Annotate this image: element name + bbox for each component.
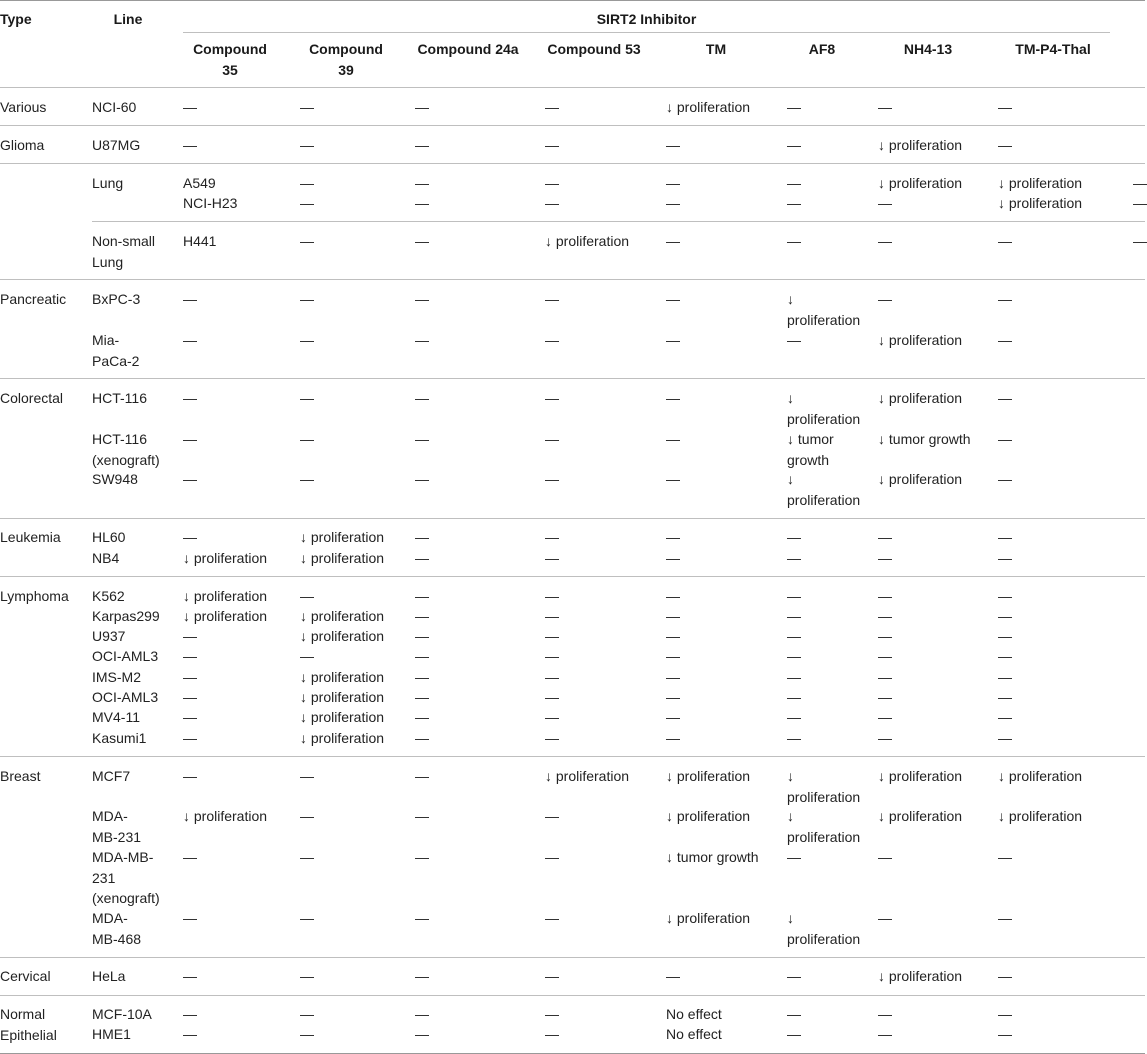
table-cell: —	[300, 471, 314, 487]
table-cell: ↓ proliferation	[300, 529, 385, 545]
table-cell: —	[183, 529, 197, 545]
table-cell: —	[300, 768, 314, 784]
table-cell: —	[878, 689, 892, 705]
table-cell: —	[787, 529, 801, 545]
table-cell: —	[787, 175, 801, 191]
table-cell: —	[787, 730, 801, 746]
table-cell: ↓ proliferation	[787, 808, 861, 845]
table-rule	[0, 163, 1145, 164]
table-cell: —	[183, 849, 197, 865]
table-cell: —	[415, 1006, 429, 1022]
table-cell: —	[666, 628, 680, 644]
table-cell: —	[787, 648, 801, 664]
table-cell: —	[300, 175, 314, 191]
table-cell: —	[787, 1006, 801, 1022]
table-cell: —	[998, 431, 1012, 447]
table-cell: ↓ proliferation	[545, 768, 630, 784]
table-cell: —	[666, 137, 680, 153]
table-cell: —	[878, 1006, 892, 1022]
table-cell: —	[183, 431, 197, 447]
table-cell: ↓ proliferation	[878, 137, 963, 153]
table-cell: —	[1133, 175, 1147, 191]
row-type: Leukemia	[0, 529, 61, 545]
table-cell: ↓ proliferation	[878, 968, 963, 984]
row-type: Pancreatic	[0, 291, 67, 307]
table-cell: —	[300, 431, 314, 447]
row-type: Cervical	[0, 968, 51, 984]
table-cell: —	[878, 195, 892, 211]
table-cell: —	[998, 669, 1012, 685]
table-cell: —	[415, 709, 429, 725]
table-cell: —	[415, 730, 429, 746]
table-cell: —	[415, 291, 429, 307]
table-cell: —	[183, 648, 197, 664]
table-cell: —	[300, 291, 314, 307]
table-cell: ↓ proliferation	[787, 768, 861, 805]
table-cell: —	[183, 390, 197, 406]
table-cell: ↓ proliferation	[998, 808, 1083, 824]
table-cell: ↓ proliferation	[878, 471, 963, 487]
table-cell: ↓ proliferation	[300, 709, 385, 725]
table-cell: —	[998, 390, 1012, 406]
table-cell: —	[415, 1026, 429, 1042]
table-cell: —	[998, 550, 1012, 566]
row-line: OCI-AML3	[92, 689, 159, 705]
table-cell: ↓ proliferation	[666, 808, 751, 824]
table-cell: —	[878, 529, 892, 545]
table-cell: ↓ proliferation	[183, 608, 268, 624]
table-cell: —	[415, 332, 429, 348]
table-cell: —	[666, 968, 680, 984]
row-line: IMS-M2	[92, 669, 141, 685]
table-cell: —	[878, 648, 892, 664]
row-line: MDA- MB-468	[92, 910, 142, 947]
table-cell: —	[998, 689, 1012, 705]
table-cell: —	[183, 628, 197, 644]
table-cell: H441	[183, 233, 217, 249]
table-cell: —	[415, 808, 429, 824]
row-line: HL60	[92, 529, 126, 545]
table-cell: —	[300, 808, 314, 824]
table-cell: —	[545, 669, 559, 685]
table-cell: —	[545, 910, 559, 926]
row-line: HCT-116 (xenograft)	[92, 431, 160, 468]
table-cell: No effect	[666, 1006, 722, 1022]
header-compound: Compound 53	[547, 41, 641, 57]
row-line: OCI-AML3	[92, 648, 159, 664]
table-cell: —	[787, 99, 801, 115]
row-line: NCI-60	[92, 99, 137, 115]
table-cell: —	[998, 968, 1012, 984]
table-cell: ↓ proliferation	[183, 550, 268, 566]
table-cell: ↓ proliferation	[878, 390, 963, 406]
header-type: Type	[0, 11, 32, 27]
table-cell: —	[666, 529, 680, 545]
table-cell: —	[300, 233, 314, 249]
table-cell: —	[998, 291, 1012, 307]
table-cell: —	[183, 968, 197, 984]
table-cell: —	[878, 608, 892, 624]
table-rule	[0, 279, 1145, 280]
table-cell: —	[415, 849, 429, 865]
table-cell: —	[300, 849, 314, 865]
table-cell: —	[415, 529, 429, 545]
table-cell: ↓ proliferation	[878, 808, 963, 824]
table-cell: —	[787, 628, 801, 644]
table-cell: —	[545, 689, 559, 705]
table-rule	[0, 0, 1145, 1]
table-cell: NCI-H23	[183, 195, 238, 211]
table-cell: ↓ proliferation	[878, 175, 963, 191]
table-cell: —	[545, 137, 559, 153]
table-cell: ↓ proliferation	[183, 588, 268, 604]
table-cell: —	[415, 608, 429, 624]
table-cell: —	[878, 1026, 892, 1042]
table-rule	[0, 518, 1145, 519]
table-cell: —	[415, 588, 429, 604]
table-cell: —	[545, 195, 559, 211]
table-cell: —	[183, 768, 197, 784]
table-cell: —	[878, 291, 892, 307]
header-compound: Compound 24a	[417, 41, 519, 57]
table-cell: —	[183, 689, 197, 705]
table-cell: —	[998, 608, 1012, 624]
table-cell: ↓ proliferation	[787, 471, 861, 508]
table-cell: No effect	[666, 1026, 722, 1042]
table-cell: —	[415, 669, 429, 685]
table-rule	[0, 576, 1145, 577]
table-cell: —	[878, 849, 892, 865]
row-type: Colorectal	[0, 390, 64, 406]
table-cell: —	[415, 968, 429, 984]
table-cell: —	[183, 910, 197, 926]
table-cell: —	[666, 291, 680, 307]
table-cell: —	[666, 175, 680, 191]
table-cell: ↓ proliferation	[300, 689, 385, 705]
table-cell: —	[787, 195, 801, 211]
table-cell: —	[878, 910, 892, 926]
row-type: Various	[0, 99, 47, 115]
table-cell: —	[666, 730, 680, 746]
row-line: MDA-MB- 231 (xenograft)	[92, 849, 160, 906]
header-compound: TM	[705, 41, 727, 57]
table-cell: —	[545, 709, 559, 725]
table-cell: ↓ proliferation	[787, 910, 861, 947]
table-cell: —	[183, 669, 197, 685]
header-compound: Compound 39	[309, 41, 383, 78]
table-cell: —	[300, 648, 314, 664]
table-cell: ↓ proliferation	[666, 910, 751, 926]
table-cell: —	[787, 968, 801, 984]
table-cell: ↓ tumor growth	[666, 849, 759, 865]
row-line: MDA- MB-231	[92, 808, 142, 845]
table-cell: —	[878, 99, 892, 115]
row-line: U937	[92, 628, 126, 644]
table-cell: —	[998, 1026, 1012, 1042]
table-cell: —	[787, 332, 801, 348]
table-cell: —	[183, 1026, 197, 1042]
table-cell: ↓ proliferation	[183, 808, 268, 824]
table-cell: —	[545, 390, 559, 406]
table-cell: —	[183, 471, 197, 487]
table-cell: —	[545, 431, 559, 447]
table-cell: —	[787, 550, 801, 566]
table-cell: —	[998, 910, 1012, 926]
table-cell: —	[998, 849, 1012, 865]
row-line: HeLa	[92, 968, 126, 984]
table-cell: —	[998, 137, 1012, 153]
table-cell: —	[300, 1026, 314, 1042]
table-cell: —	[300, 195, 314, 211]
table-cell: —	[787, 137, 801, 153]
row-type: Normal Epithelial	[0, 1006, 57, 1043]
table-cell: ↓ proliferation	[545, 233, 630, 249]
table-cell: —	[787, 588, 801, 604]
table-cell: —	[300, 332, 314, 348]
table-cell: ↓ proliferation	[878, 768, 963, 784]
table-cell: —	[300, 390, 314, 406]
table-cell: —	[183, 1006, 197, 1022]
table-cell: —	[300, 968, 314, 984]
table-cell: —	[666, 233, 680, 249]
table-cell: —	[415, 689, 429, 705]
table-cell: —	[545, 291, 559, 307]
row-line: HCT-116	[92, 390, 147, 406]
header-compound: AF8	[808, 41, 836, 57]
row-type: Breast	[0, 768, 41, 784]
table-cell: —	[415, 471, 429, 487]
table-cell: —	[183, 730, 197, 746]
table-cell: —	[1133, 233, 1147, 249]
row-line: NB4	[92, 550, 120, 566]
table-cell: —	[998, 1006, 1012, 1022]
table-cell: ↓ proliferation	[300, 550, 385, 566]
table-cell: —	[415, 175, 429, 191]
table-cell: ↓ proliferation	[787, 291, 861, 328]
table-cell: —	[415, 233, 429, 249]
table-cell: —	[878, 550, 892, 566]
table-cell: —	[545, 648, 559, 664]
table-cell: —	[183, 99, 197, 115]
table-cell: —	[787, 608, 801, 624]
table-cell: —	[787, 233, 801, 249]
table-cell: —	[878, 233, 892, 249]
table-cell: A549	[183, 175, 216, 191]
row-type: Glioma	[0, 137, 45, 153]
table-cell: —	[787, 669, 801, 685]
header-line: Line	[113, 11, 143, 27]
table-cell: ↓ proliferation	[300, 608, 385, 624]
row-line: Karpas299	[92, 608, 160, 624]
table-cell: ↓ proliferation	[666, 768, 751, 784]
table-cell: —	[666, 588, 680, 604]
table-cell: —	[300, 137, 314, 153]
table-cell: —	[998, 628, 1012, 644]
row-type: Lymphoma	[0, 588, 69, 604]
table-cell: —	[1133, 195, 1147, 211]
table-cell: —	[998, 471, 1012, 487]
table-rule	[0, 756, 1145, 757]
table-cell: ↓ proliferation	[998, 768, 1083, 784]
table-cell: —	[545, 1006, 559, 1022]
row-line: HME1	[92, 1026, 131, 1042]
table-cell: ↓ proliferation	[300, 669, 385, 685]
table-rule	[0, 995, 1145, 996]
table-cell: ↓ tumor growth	[787, 431, 834, 468]
table-cell: —	[878, 628, 892, 644]
row-line: Mia- PaCa-2	[92, 332, 140, 369]
table-cell: —	[300, 99, 314, 115]
table-cell: —	[545, 99, 559, 115]
table-cell: —	[998, 588, 1012, 604]
table-cell: —	[666, 669, 680, 685]
header-compound: TM-P4-Thal	[1015, 41, 1091, 57]
table-cell: —	[878, 588, 892, 604]
table-cell: —	[998, 648, 1012, 664]
table-rule	[0, 125, 1145, 126]
table-cell: —	[545, 471, 559, 487]
table-cell: —	[415, 137, 429, 153]
table-cell: —	[787, 689, 801, 705]
header-group: SIRT2 Inhibitor	[596, 11, 697, 27]
table-cell: —	[545, 730, 559, 746]
table-cell: —	[666, 431, 680, 447]
table-cell: —	[183, 291, 197, 307]
table-rule	[0, 957, 1145, 958]
table-cell: —	[545, 808, 559, 824]
row-line: MCF7	[92, 768, 131, 784]
table-cell: ↓ proliferation	[998, 195, 1083, 211]
table-cell: —	[300, 588, 314, 604]
table-cell: —	[878, 669, 892, 685]
table-cell: —	[787, 709, 801, 725]
table-rule	[183, 32, 1110, 33]
table-cell: ↓ proliferation	[300, 628, 385, 644]
table-rule	[0, 87, 1145, 88]
table-cell: —	[545, 332, 559, 348]
table-cell: —	[998, 709, 1012, 725]
table-cell: —	[666, 390, 680, 406]
table-cell: —	[666, 689, 680, 705]
table-cell: —	[415, 910, 429, 926]
table-cell: —	[183, 709, 197, 725]
table-cell: —	[415, 628, 429, 644]
table-cell: —	[998, 730, 1012, 746]
table-cell: —	[666, 332, 680, 348]
table-cell: —	[183, 137, 197, 153]
table-cell: —	[787, 1026, 801, 1042]
row-line: Kasumi1	[92, 730, 147, 746]
table-cell: —	[545, 550, 559, 566]
row-line: MCF-10A	[92, 1006, 152, 1022]
table-cell: —	[666, 471, 680, 487]
table-cell: —	[998, 99, 1012, 115]
table-cell: —	[415, 195, 429, 211]
table-cell: —	[545, 968, 559, 984]
table-cell: —	[415, 768, 429, 784]
table-cell: —	[415, 99, 429, 115]
table-cell: ↓ tumor growth	[878, 431, 971, 447]
table-cell: —	[666, 608, 680, 624]
row-line: Non-small Lung	[92, 233, 156, 270]
table-cell: —	[545, 849, 559, 865]
row-line: MV4-11	[92, 709, 140, 725]
table-cell: —	[415, 550, 429, 566]
header-compound: NH4-13	[903, 41, 953, 57]
table-rule	[92, 221, 1145, 222]
table-cell: —	[998, 233, 1012, 249]
table-cell: ↓ proliferation	[878, 332, 963, 348]
row-line: U87MG	[92, 137, 141, 153]
table-cell: —	[300, 1006, 314, 1022]
table-cell: —	[415, 431, 429, 447]
table-cell: —	[415, 648, 429, 664]
table-cell: —	[666, 195, 680, 211]
table-cell: ↓ proliferation	[998, 175, 1083, 191]
table-cell: —	[545, 175, 559, 191]
header-compound: Compound 35	[193, 41, 267, 78]
row-line: K562	[92, 588, 125, 604]
table-cell: —	[666, 709, 680, 725]
table-cell: —	[998, 529, 1012, 545]
table-cell: —	[545, 529, 559, 545]
table-cell: —	[666, 550, 680, 566]
table-cell: —	[545, 1026, 559, 1042]
table-rule	[0, 378, 1145, 379]
table-cell: ↓ proliferation	[300, 730, 385, 746]
table-cell: —	[878, 730, 892, 746]
table-cell: —	[998, 332, 1012, 348]
table-cell: —	[545, 608, 559, 624]
table-cell: —	[878, 709, 892, 725]
row-line: Lung	[92, 175, 124, 191]
table-cell: —	[666, 648, 680, 664]
row-line: SW948	[92, 471, 138, 487]
table-cell: —	[183, 332, 197, 348]
table-cell: —	[545, 588, 559, 604]
table-cell: —	[415, 390, 429, 406]
table-cell: —	[300, 910, 314, 926]
table-cell: ↓ proliferation	[666, 99, 751, 115]
table-cell: ↓ proliferation	[787, 390, 861, 427]
row-line: BxPC-3	[92, 291, 141, 307]
table-cell: —	[545, 628, 559, 644]
table-cell: —	[787, 849, 801, 865]
